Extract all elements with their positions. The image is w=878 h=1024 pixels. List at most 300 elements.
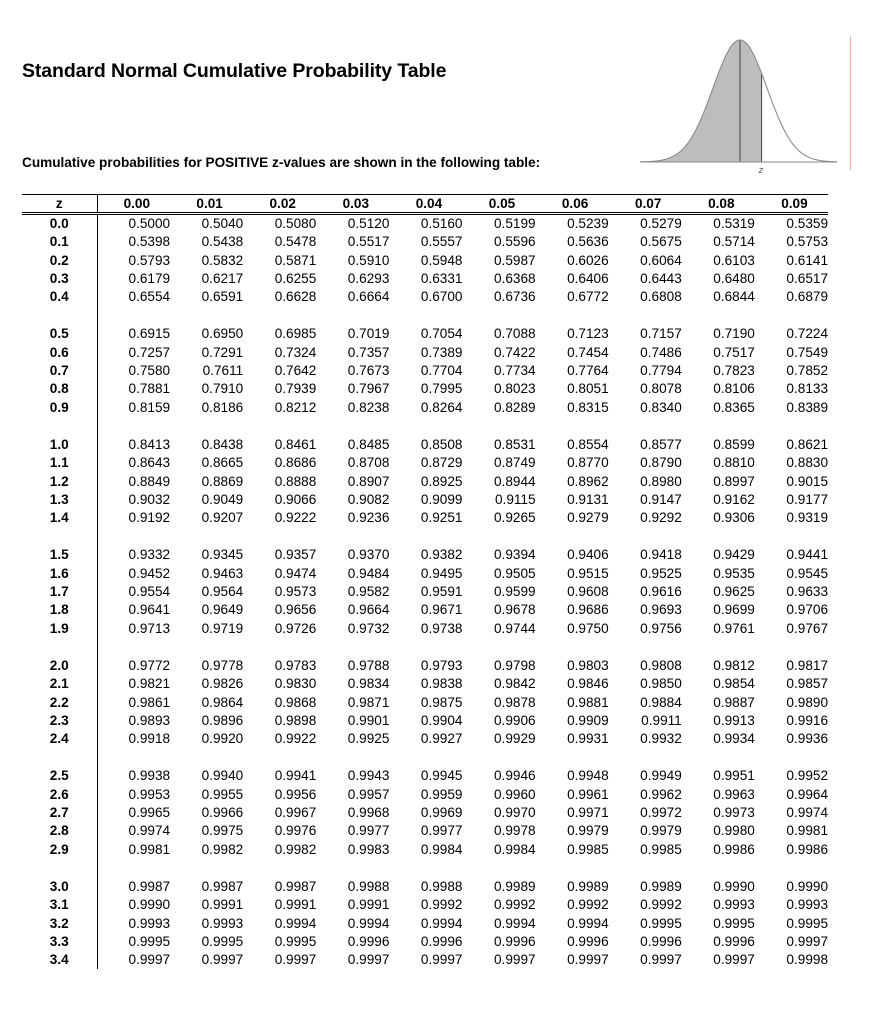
probability-cell: 0.9830 (274, 676, 317, 692)
table-row (22, 362, 828, 380)
probability-cell: 0.9826 (201, 676, 244, 692)
probability-cell: 0.9997 (347, 952, 390, 968)
probability-cell: 0.9887 (713, 694, 755, 710)
probability-cell: 0.9082 (347, 491, 390, 507)
probability-cell: 0.7486 (640, 344, 682, 360)
probability-cell: 0.9726 (274, 620, 317, 636)
probability-cell: 0.8888 (274, 473, 317, 489)
probability-cell: 0.9995 (128, 933, 171, 949)
probability-cell: 0.9987 (201, 878, 244, 894)
probability-cell: 0.9997 (420, 952, 463, 968)
probability-cell: 0.9554 (128, 584, 171, 600)
probability-cell: 0.9821 (128, 676, 171, 692)
probability-cell: 0.8461 (274, 436, 317, 452)
z-value: 0.9 (22, 399, 97, 417)
probability-cell: 0.6026 (567, 252, 609, 268)
probability-cell: 0.5040 (201, 216, 244, 231)
probability-cell: 0.8962 (567, 473, 609, 489)
probability-cell: 0.6517 (786, 270, 828, 286)
probability-cell: 0.7123 (567, 326, 609, 342)
probability-cell: 0.7995 (420, 381, 463, 397)
column-header: 0.06 (536, 195, 609, 214)
probability-cell: 0.6255 (274, 270, 317, 286)
probability-cell: 0.6664 (347, 289, 390, 305)
table-row (22, 565, 828, 583)
spacer-cell (97, 748, 828, 767)
probability-cell: 0.9909 (567, 712, 609, 728)
probability-cell: 0.9955 (201, 786, 244, 802)
table-row (22, 325, 828, 343)
probability-cell: 0.5793 (128, 252, 171, 268)
probability-cell: 0.9986 (713, 841, 755, 857)
z-value: 2.8 (22, 822, 97, 840)
probability-cell: 0.9975 (201, 823, 244, 839)
table-row (22, 491, 828, 509)
probability-cell: 0.9990 (128, 897, 171, 913)
probability-cell: 0.9986 (786, 841, 828, 857)
row-group-spacer (22, 638, 828, 657)
probability-cell: 0.9993 (786, 897, 828, 913)
z-value: 3.3 (22, 933, 97, 951)
z-value: 1.7 (22, 583, 97, 601)
probability-cell: 0.9890 (786, 694, 828, 710)
probability-cell: 0.9906 (493, 712, 536, 728)
probability-cell: 0.9956 (274, 786, 317, 802)
probability-cell: 0.6985 (274, 326, 317, 342)
probability-cell: 0.9429 (713, 547, 755, 563)
probability-cell: 0.7549 (786, 344, 828, 360)
probability-cell: 0.9995 (786, 915, 828, 931)
probability-cell: 0.9783 (274, 657, 317, 673)
probability-cell: 0.9871 (347, 694, 390, 710)
probability-cell: 0.9535 (713, 565, 755, 581)
probability-cell: 0.9995 (274, 933, 317, 949)
probability-cell: 0.9984 (420, 841, 463, 857)
probability-cell: 0.9988 (347, 878, 390, 894)
probability-cell: 0.9945 (420, 768, 463, 784)
z-value: 1.8 (22, 601, 97, 619)
probability-cell: 0.8289 (493, 399, 536, 415)
probability-cell: 0.8830 (786, 455, 828, 471)
probability-cell: 0.6628 (274, 289, 317, 305)
probability-cell: 0.9989 (567, 878, 609, 894)
probability-cell: 0.9994 (274, 915, 317, 931)
spacer-cell (97, 306, 828, 325)
probability-cell: 0.9989 (493, 878, 536, 894)
probability-cell: 0.7881 (128, 381, 171, 397)
probability-cell: 0.6808 (640, 289, 682, 305)
probability-cell: 0.9918 (128, 731, 171, 747)
probability-cell: 0.9292 (640, 510, 682, 526)
probability-cell: 0.9992 (567, 897, 609, 913)
probability-cell: 0.8810 (713, 455, 755, 471)
probability-cell: 0.9940 (201, 768, 244, 784)
probability-cell: 0.9406 (567, 547, 609, 563)
header-row (22, 195, 828, 214)
probability-cell: 0.9997 (201, 952, 244, 968)
table-row (22, 841, 828, 859)
table-row (22, 344, 828, 362)
spacer-cell (97, 638, 828, 657)
probability-cell: 0.9207 (201, 510, 244, 526)
probability-cell: 0.9686 (567, 602, 609, 618)
probability-cell: 0.9441 (786, 547, 828, 563)
probability-cell: 0.6915 (128, 326, 171, 342)
z-value: 2.1 (22, 675, 97, 693)
shaded-area (640, 40, 762, 162)
spacer-cell (22, 638, 97, 657)
probability-cell: 0.8621 (786, 436, 828, 452)
probability-cell: 0.8925 (420, 473, 463, 489)
table-row (22, 454, 828, 472)
probability-cell: 0.7157 (640, 326, 682, 342)
probability-cell: 0.6844 (713, 289, 755, 305)
probability-cell: 0.5753 (786, 234, 828, 250)
probability-cell: 0.8438 (201, 436, 244, 452)
probability-cell: 0.9484 (347, 565, 390, 581)
probability-cell: 0.8051 (567, 381, 609, 397)
table-row (22, 694, 828, 712)
z-value: 0.0 (22, 214, 97, 234)
probability-cell: 0.9744 (493, 620, 536, 636)
probability-cell: 0.8997 (713, 473, 755, 489)
probability-cell: 0.8907 (347, 473, 390, 489)
probability-cell: 0.9463 (201, 565, 244, 581)
probability-cell: 0.9761 (713, 620, 755, 636)
probability-cell: 0.9573 (274, 584, 317, 600)
z-value: 1.2 (22, 473, 97, 491)
probability-cell: 0.9901 (347, 712, 390, 728)
z-value: 0.3 (22, 270, 97, 288)
probability-cell: 0.9382 (420, 547, 463, 563)
probability-cell: 0.7611 (202, 363, 244, 379)
probability-cell: 0.9966 (201, 805, 244, 821)
probability-cell: 0.9997 (567, 952, 609, 968)
probability-cell: 0.9713 (128, 620, 171, 636)
z-value: 0.8 (22, 380, 97, 398)
table-row (22, 822, 828, 840)
probability-cell: 0.9984 (493, 841, 536, 857)
probability-cell: 0.9699 (713, 602, 755, 618)
probability-cell: 0.9495 (420, 565, 463, 581)
probability-cell: 0.5948 (420, 252, 463, 268)
z-value: 3.0 (22, 878, 97, 896)
probability-cell: 0.8340 (640, 399, 682, 415)
probability-cell: 0.9991 (347, 897, 390, 913)
probability-cell: 0.5199 (493, 216, 536, 231)
column-header: 0.02 (243, 195, 316, 214)
probability-cell: 0.9993 (201, 915, 244, 931)
probability-cell: 0.6406 (567, 270, 609, 286)
probability-cell: 0.7704 (420, 363, 463, 379)
probability-cell: 0.9850 (640, 676, 682, 692)
probability-cell: 0.9875 (420, 694, 463, 710)
probability-cell: 0.9969 (420, 805, 463, 821)
table-row (22, 546, 828, 564)
probability-cell: 0.7422 (493, 344, 536, 360)
probability-cell: 0.9997 (713, 952, 755, 968)
probability-cell: 0.9793 (420, 657, 463, 673)
probability-cell: 0.8106 (713, 381, 755, 397)
probability-cell: 0.9625 (713, 584, 755, 600)
probability-cell: 0.6480 (713, 270, 755, 286)
probability-cell: 0.5000 (128, 216, 171, 231)
probability-cell: 0.9936 (786, 731, 828, 747)
probability-cell: 0.8577 (640, 436, 682, 452)
table-row (22, 675, 828, 693)
probability-cell: 0.8389 (786, 399, 828, 415)
probability-cell: 0.8770 (567, 455, 609, 471)
table-row (22, 896, 828, 914)
probability-cell: 0.9868 (274, 694, 317, 710)
probability-cell: 0.9970 (493, 805, 536, 821)
probability-cell: 0.9834 (347, 676, 390, 692)
probability-cell: 0.9222 (274, 510, 317, 526)
probability-cell: 0.9987 (274, 878, 317, 894)
probability-cell: 0.9996 (420, 933, 463, 949)
probability-cell: 0.9719 (201, 620, 244, 636)
probability-cell: 0.9992 (493, 897, 536, 913)
probability-cell: 0.9994 (420, 915, 463, 931)
table-row (22, 786, 828, 804)
probability-cell: 0.5279 (640, 216, 682, 231)
probability-cell: 0.5160 (420, 216, 463, 231)
probability-cell: 0.9911 (641, 712, 682, 728)
probability-cell: 0.9345 (201, 547, 244, 563)
z-value: 0.6 (22, 344, 97, 362)
probability-cell: 0.9049 (201, 491, 244, 507)
probability-cell: 0.9236 (347, 510, 390, 526)
probability-cell: 0.6368 (493, 270, 536, 286)
probability-cell: 0.9995 (201, 933, 244, 949)
probability-cell: 0.9878 (493, 694, 536, 710)
probability-cell: 0.9671 (420, 602, 463, 618)
probability-cell: 0.9370 (347, 547, 390, 563)
z-value: 2.4 (22, 730, 97, 748)
probability-cell: 0.9251 (420, 510, 463, 526)
probability-cell: 0.9952 (786, 768, 828, 784)
probability-cell: 0.9693 (640, 602, 682, 618)
probability-cell: 0.9803 (567, 657, 609, 673)
probability-cell: 0.9418 (640, 547, 682, 563)
table-row (22, 915, 828, 933)
table-row (22, 620, 828, 638)
probability-cell: 0.9932 (640, 731, 682, 747)
probability-cell: 0.9678 (493, 602, 536, 618)
probability-cell: 0.5080 (274, 216, 317, 231)
probability-cell: 0.9957 (347, 786, 390, 802)
probability-cell: 0.9846 (567, 676, 609, 692)
table-row (22, 804, 828, 822)
probability-cell: 0.9641 (128, 602, 171, 618)
probability-cell: 0.9564 (201, 584, 244, 600)
probability-cell: 0.9922 (274, 731, 317, 747)
probability-cell: 0.9732 (347, 620, 390, 636)
probability-cell: 0.9032 (128, 491, 171, 507)
probability-cell: 0.5596 (493, 234, 536, 250)
z-table (22, 194, 828, 969)
probability-cell: 0.9963 (713, 786, 755, 802)
probability-cell: 0.9949 (640, 768, 682, 784)
table-row (22, 473, 828, 491)
probability-cell: 0.9706 (786, 602, 828, 618)
z-value: 3.2 (22, 915, 97, 933)
probability-cell: 0.8023 (493, 381, 536, 397)
probability-cell: 0.5675 (640, 234, 682, 250)
table-body (22, 214, 828, 970)
probability-cell: 0.7642 (274, 363, 317, 379)
probability-cell: 0.9985 (640, 841, 682, 857)
row-group-spacer (22, 748, 828, 767)
z-value: 0.5 (22, 325, 97, 343)
probability-cell: 0.9904 (420, 712, 463, 728)
probability-cell: 0.9505 (493, 565, 536, 581)
probability-cell: 0.8944 (493, 473, 536, 489)
probability-cell: 0.9995 (713, 915, 755, 931)
probability-cell: 0.9192 (128, 510, 171, 526)
probability-cell: 0.9992 (420, 897, 463, 913)
probability-cell: 0.9994 (567, 915, 609, 931)
z-value: 0.2 (22, 252, 97, 270)
probability-cell: 0.8686 (274, 455, 317, 471)
spacer-cell (22, 306, 97, 325)
page-title: Standard Normal Cumulative Probability Table (22, 60, 447, 82)
probability-cell: 0.6179 (128, 270, 171, 286)
probability-cell: 0.9115 (494, 491, 536, 507)
probability-cell: 0.9778 (201, 657, 244, 673)
row-group-spacer (22, 417, 828, 436)
probability-cell: 0.7910 (201, 381, 244, 397)
probability-cell: 0.9649 (201, 602, 244, 618)
probability-cell: 0.8159 (128, 399, 171, 415)
probability-cell: 0.7054 (420, 326, 463, 342)
probability-cell: 0.9996 (567, 933, 609, 949)
spacer-cell (97, 417, 828, 436)
column-header: 0.01 (170, 195, 243, 214)
probability-cell: 0.8790 (640, 455, 682, 471)
probability-cell: 0.5398 (128, 234, 171, 250)
probability-cell: 0.9965 (128, 805, 171, 821)
table-row (22, 436, 828, 454)
spacer-cell (22, 417, 97, 436)
probability-cell: 0.9898 (274, 712, 317, 728)
probability-cell: 0.9977 (420, 823, 463, 839)
probability-cell: 0.9147 (640, 491, 682, 507)
probability-cell: 0.5910 (347, 252, 390, 268)
z-value: 3.4 (22, 951, 97, 969)
probability-cell: 0.5120 (347, 216, 390, 231)
probability-cell: 0.9996 (493, 933, 536, 949)
probability-cell: 0.9993 (128, 915, 171, 931)
probability-cell: 0.9452 (128, 565, 171, 581)
z-value: 2.0 (22, 657, 97, 675)
probability-cell: 0.8849 (128, 473, 171, 489)
probability-cell: 0.9991 (274, 897, 317, 913)
z-value: 1.9 (22, 620, 97, 638)
probability-cell: 0.5517 (347, 234, 390, 250)
probability-cell: 0.8186 (201, 399, 244, 415)
probability-cell: 0.9997 (640, 952, 682, 968)
spacer-cell (22, 527, 97, 546)
probability-cell: 0.5438 (201, 234, 244, 250)
probability-cell: 0.9997 (274, 952, 317, 968)
probability-cell: 0.9756 (640, 620, 682, 636)
probability-cell: 0.5239 (567, 216, 609, 231)
probability-cell: 0.9319 (786, 510, 828, 526)
probability-cell: 0.9959 (420, 786, 463, 802)
probability-cell: 0.8749 (493, 455, 536, 471)
probability-cell: 0.9099 (420, 491, 463, 507)
probability-cell: 0.9916 (786, 712, 828, 728)
probability-cell: 0.7517 (713, 344, 755, 360)
probability-cell: 0.9608 (567, 584, 609, 600)
probability-cell: 0.8665 (201, 455, 244, 471)
probability-cell: 0.6879 (786, 289, 828, 305)
table-caption: Cumulative probabilities for POSITIVE z-values are shown in the following table: (22, 155, 541, 170)
column-header: 0.08 (682, 195, 755, 214)
probability-cell: 0.7291 (201, 344, 244, 360)
z-value: 0.4 (22, 288, 97, 306)
column-header: 0.03 (316, 195, 389, 214)
probability-cell: 0.9977 (347, 823, 390, 839)
z-value: 0.7 (22, 362, 97, 380)
probability-cell: 0.5714 (713, 234, 755, 250)
probability-cell: 0.7019 (347, 326, 390, 342)
z-value: 2.9 (22, 841, 97, 859)
row-group-spacer (22, 306, 828, 325)
probability-cell: 0.7580 (128, 363, 171, 379)
probability-cell: 0.9990 (713, 878, 755, 894)
probability-cell: 0.7673 (347, 363, 390, 379)
spacer-cell (97, 527, 828, 546)
probability-cell: 0.9938 (128, 768, 171, 784)
probability-cell: 0.6103 (713, 252, 755, 268)
probability-cell: 0.7794 (640, 363, 682, 379)
probability-cell: 0.8485 (347, 436, 390, 452)
probability-cell: 0.9979 (640, 823, 682, 839)
z-value: 2.2 (22, 694, 97, 712)
probability-cell: 0.9994 (347, 915, 390, 931)
probability-cell: 0.6331 (420, 270, 463, 286)
probability-cell: 0.9991 (201, 897, 244, 913)
probability-cell: 0.8078 (640, 381, 682, 397)
probability-cell: 0.9525 (640, 565, 682, 581)
probability-cell: 0.8365 (713, 399, 755, 415)
probability-cell: 0.9738 (420, 620, 463, 636)
probability-cell: 0.9788 (347, 657, 390, 673)
probability-cell: 0.9974 (128, 823, 171, 839)
z-value: 3.1 (22, 896, 97, 914)
probability-cell: 0.9972 (640, 805, 682, 821)
probability-cell: 0.7224 (786, 326, 828, 342)
probability-cell: 0.9767 (786, 620, 828, 636)
table-row (22, 730, 828, 748)
probability-cell: 0.6554 (128, 289, 171, 305)
probability-cell: 0.9591 (420, 584, 463, 600)
probability-cell: 0.9015 (786, 473, 828, 489)
probability-cell: 0.9808 (640, 657, 682, 673)
probability-cell: 0.9941 (274, 768, 317, 784)
probability-cell: 0.5871 (274, 252, 317, 268)
probability-cell: 0.7190 (713, 326, 755, 342)
probability-cell: 0.7764 (567, 363, 609, 379)
probability-cell: 0.6064 (640, 252, 682, 268)
probability-cell: 0.5636 (567, 234, 609, 250)
probability-cell: 0.9934 (713, 731, 755, 747)
column-header: 0.09 (755, 195, 828, 214)
probability-cell: 0.9817 (786, 657, 828, 673)
table-row (22, 509, 828, 527)
